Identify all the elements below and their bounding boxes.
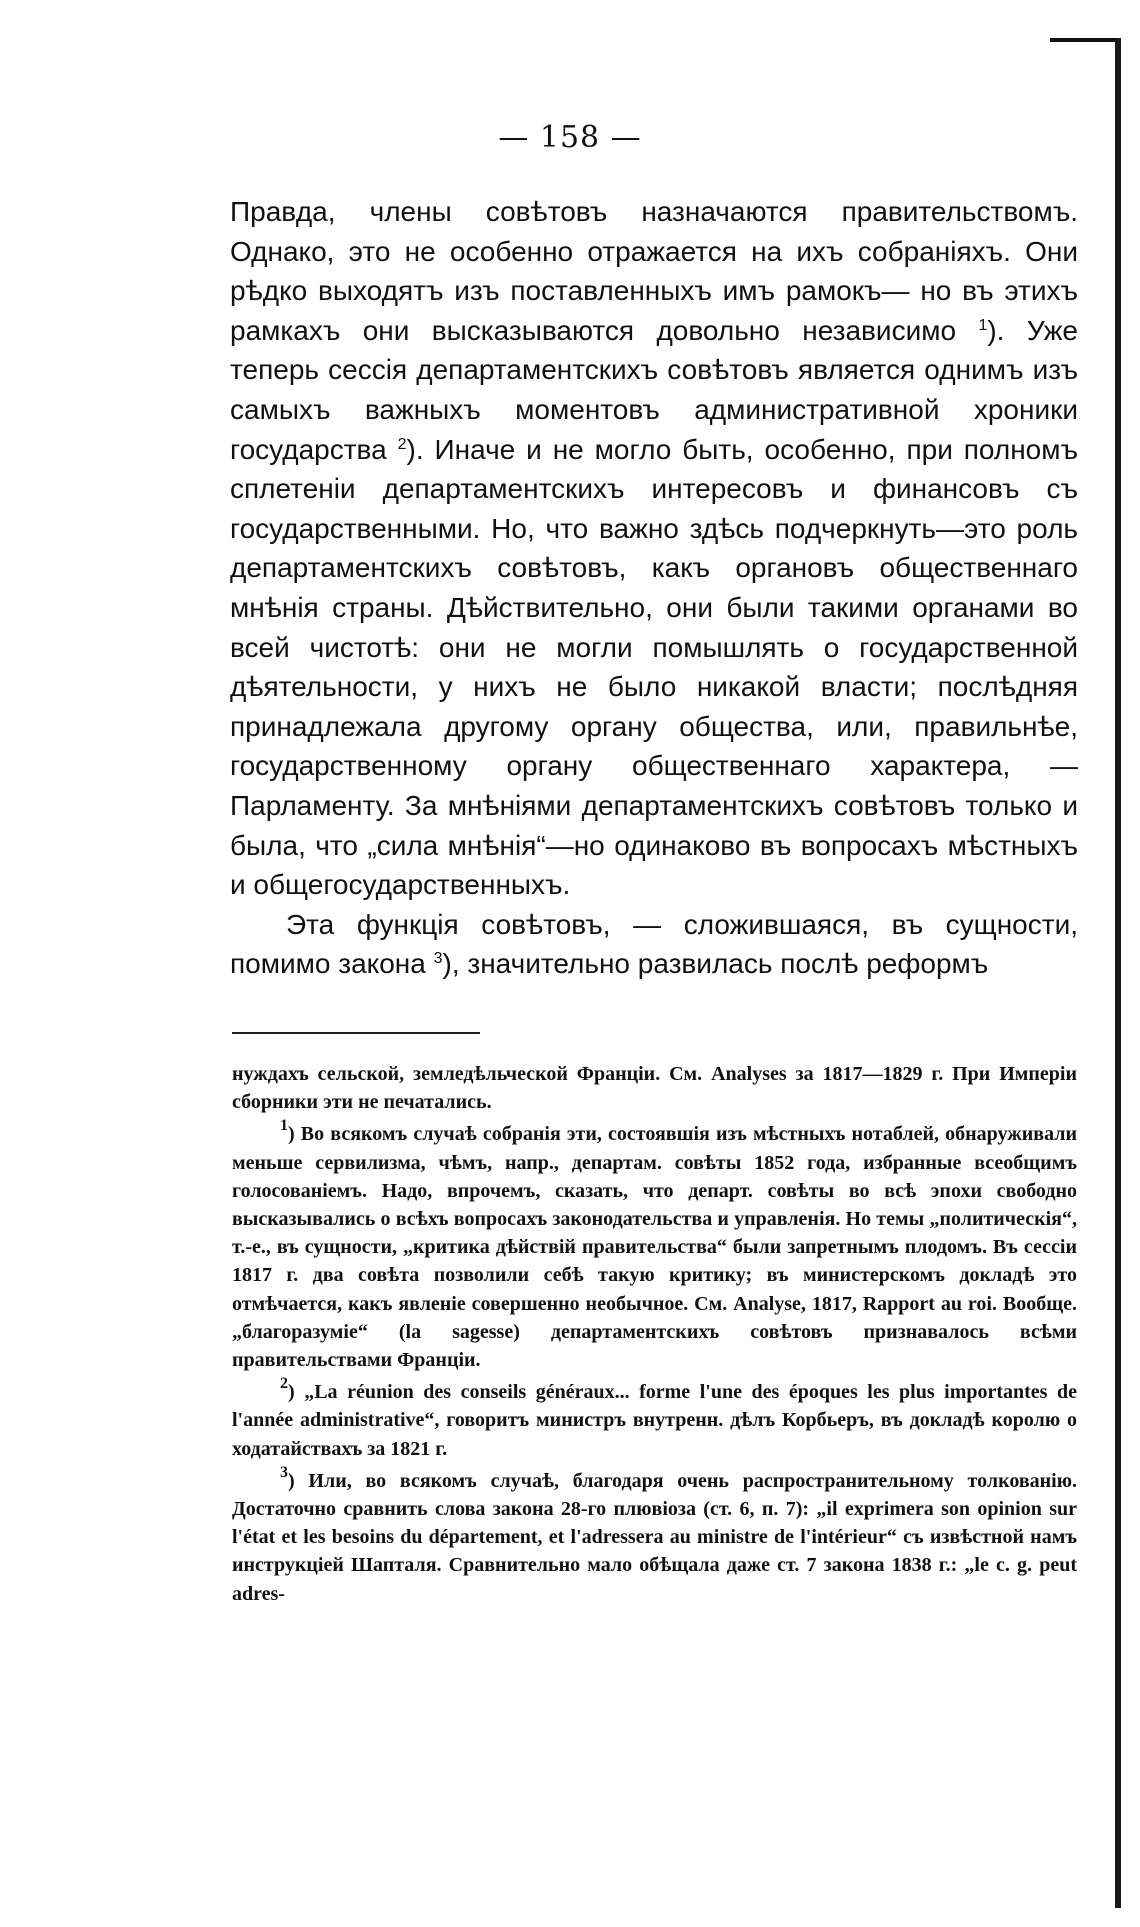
- footnote-separator: [232, 1032, 480, 1034]
- footnote-1-text: ) Во всякомъ случаѣ собранія эти, состоявшія изъ мѣстныхъ нотаблей, обнаруживали меньше сервилизма, чѣмъ, напр., департам. совѣты 1852 года, избранные всеобщимъ голосованіемъ. Надо, впрочемъ, сказать, что департ. совѣты во всѣ эпохи свободно высказывались о всѣхъ вопросахъ законодательства и управленія. Но темы „политическія“, т.-е., въ сущности, „критика дѣйствій правительства“ были запретнымъ плодомъ. Въ сессіи 1817 г. два совѣта позволили себѣ такую критику; въ министерскомъ докладѣ это отмѣчается, какъ явленіе совершенно необычное. См. Analyse, 1817, Rapport au roi. Вообще. „благоразуміе“ (la sagesse) департаментскихъ совѣтовъ признавалось всѣми правительствами Франціи.: [232, 1123, 1077, 1372]
- footnotes: [232, 1060, 1077, 1612]
- footnote-2-text: ) „La réunion des conseils généraux... forme l'une des époques les plus importantes de l'année administrative“, говоритъ министръ внутренн. дѣлъ Корбьеръ, въ докладѣ королю о ходатайствахъ за 1821 г.: [232, 1381, 1077, 1460]
- footnote-2-marker: 2: [280, 1375, 288, 1393]
- footnote-3-marker: 3: [280, 1463, 288, 1481]
- footnote-ref-1: 1: [978, 316, 988, 334]
- footnote-continuation: нуждахъ сельской, земледѣльческой Франціи. См. Analyses за 1817—1829 г. При Имперіи сборники эти не печатались.: [232, 1063, 1077, 1114]
- scan-edge-right: [1115, 38, 1121, 1908]
- paragraph-1-text-b: ). Уже теперь сессія департаментскихъ совѣтовъ является однимъ изъ самыхъ важныхъ моментовъ административной хроники государства: [230, 314, 1078, 465]
- footnote-1: [232, 1117, 1077, 1374]
- footnote-3: [232, 1463, 1077, 1608]
- page-number: — 158 —: [498, 120, 642, 155]
- paragraph-2-text-a: Эта функція совѣтовъ, — сложившаяся, въ сущности, помимо закона: [230, 908, 1078, 980]
- footnote-ref-2: 2: [397, 435, 407, 453]
- footnote-3-text: ) Или, во всякомъ случаѣ, благодаря очень распространительному толкованію. Достаточно сравнить слова закона 28-го плювіоза (ст. 6, п. 7): „il exprimera son opinion sur l'état et les besoins du département, et l'adressera au ministre de l'intérieur“ съ извѣстной намъ инструкціей Шапталя. Сравнительно мало обѣщала даже ст. 7 закона 1838 г.: „le c. g. peut adres-: [232, 1469, 1077, 1605]
- footnote-ref-3: 3: [433, 950, 443, 968]
- main-text: [230, 192, 1078, 984]
- footnote-1-marker: 1: [280, 1117, 288, 1135]
- scan-edge-top: [1050, 38, 1120, 42]
- paragraph-2: [230, 905, 1078, 984]
- footnote-2: [232, 1375, 1077, 1463]
- paragraph-1-text-a: Правда, члены совѣтовъ назначаются правительствомъ. Однако, это не особенно отражается на ихъ собраніяхъ. Они рѣдко выходятъ изъ поставленныхъ имъ рамокъ— но въ этихъ рамкахъ они высказываются довольно независимо: [230, 196, 1078, 346]
- paragraph-1-text-c: ). Иначе и не могло быть, особенно, при полномъ сплетеніи департаментскихъ интересовъ и финансовъ съ государственными. Но, что важно здѣсь подчеркнуть—это роль департаментскихъ совѣтовъ, какъ органовъ общественнаго мнѣнія страны. Дѣйствительно, они были такими органами во всей чистотѣ: они не могли помышлять о государственной дѣятельности, у нихъ не было никакой власти; послѣдняя принадлежала другому органу общества, или, правильнѣе, государственному органу общественнаго характера, — Парламенту. За мнѣніями департаментскихъ совѣтовъ только и была, что „сила мнѣнія“—но одинаково въ вопросахъ мѣстныхъ и общегосударственныхъ.: [230, 433, 1078, 901]
- paragraph-1: [230, 192, 1078, 905]
- paragraph-2-text-b: ), значительно развилась послѣ реформъ: [442, 948, 989, 980]
